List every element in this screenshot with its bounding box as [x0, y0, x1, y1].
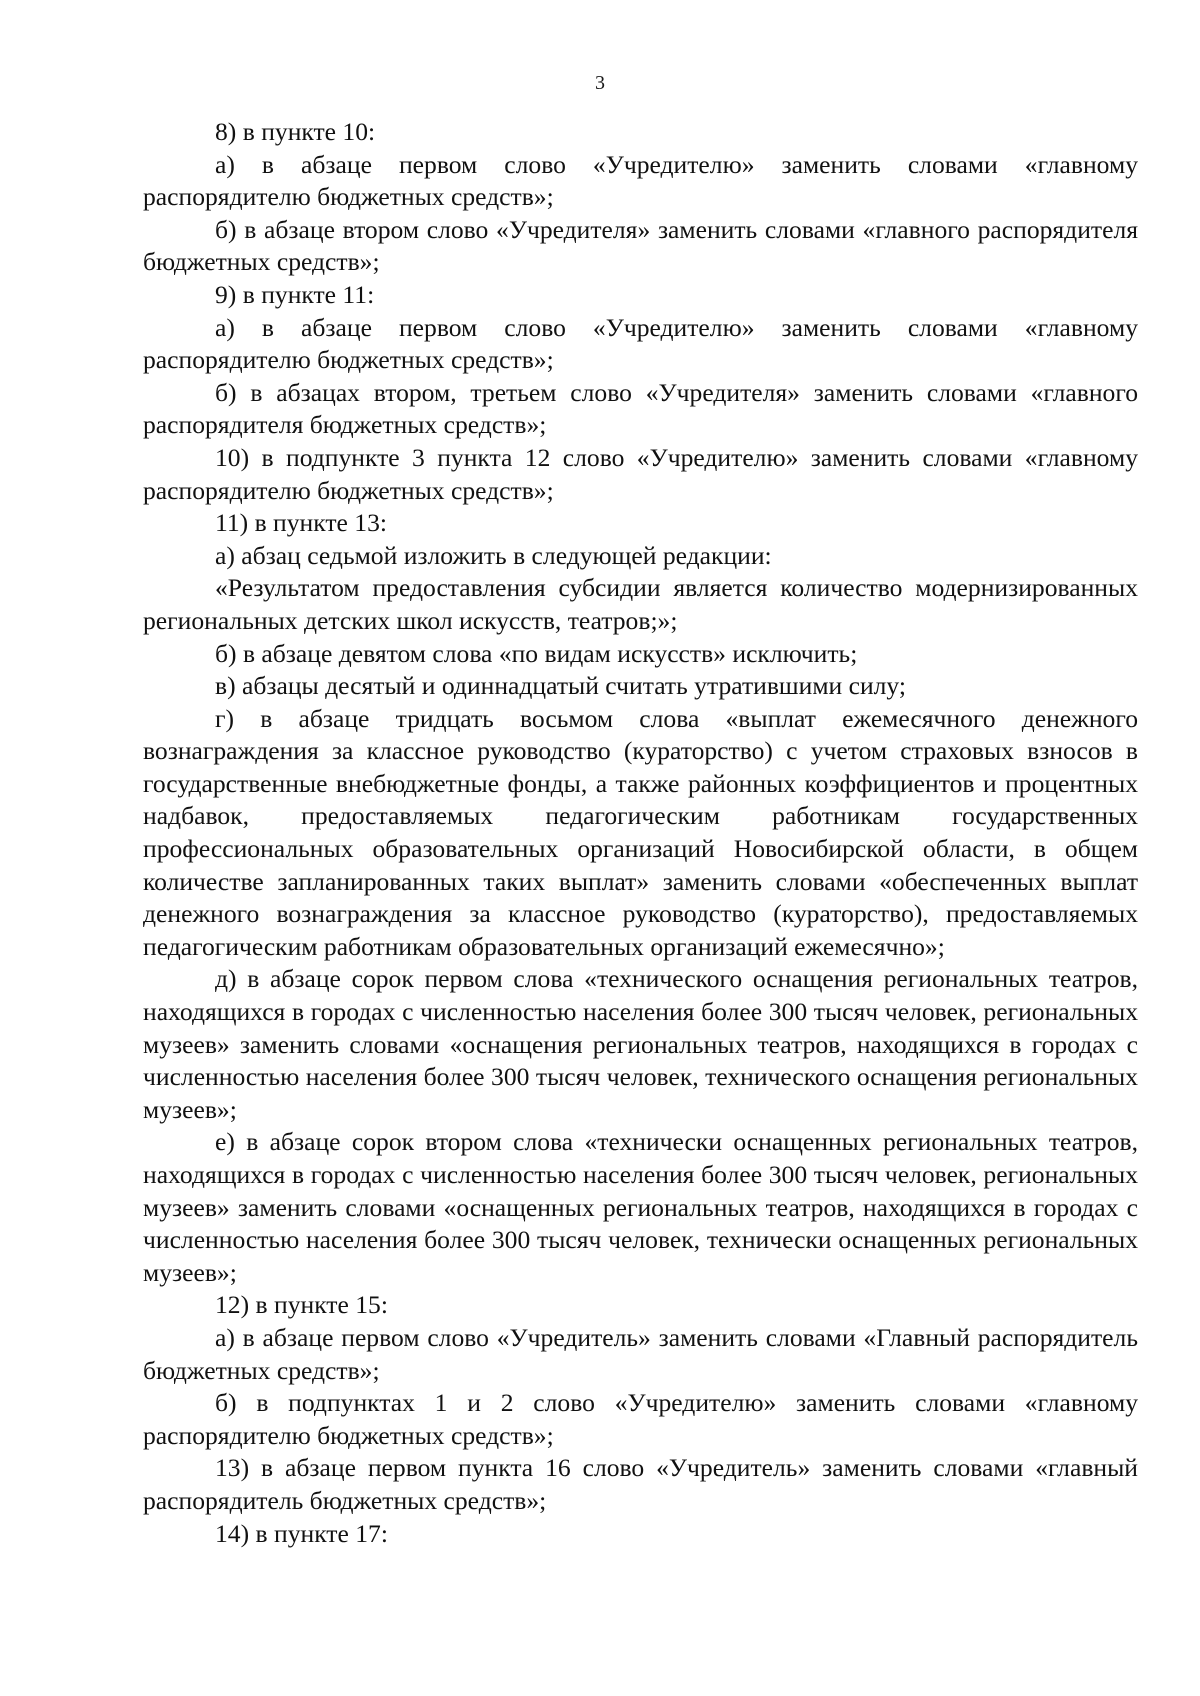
paragraph-subitem-11a: а) абзац седьмой изложить в следующей редакции: [215, 540, 772, 570]
paragraph-quote-result: «Результатом предоставления субсидии является количество модернизированных региональных детских школ искусств, театров;»; [143, 573, 1138, 635]
paragraph-subitem-11f: е) в абзаце сорок втором слова «технически оснащенных региональных театров, находящихся в городах с численностью населения более 300 тысяч человек, региональных музеев» заменить словами «оснащенных региональных театров, находящихся в городах с численностью населения более 300 тысяч человек, технически оснащенных региональных музеев»; [143, 1127, 1138, 1287]
paragraph-item-13: 13) в абзаце первом пункта 16 слово «Учредитель» заменить словами «главный распорядитель бюджетных средств»; [143, 1453, 1138, 1515]
paragraph-subitem-11e: д) в абзаце сорок первом слова «технического оснащения региональных театров, находящихся в городах с численностью населения более 300 тысяч человек, региональных музеев» заменить словами «оснащения региональных театров, находящихся в городах с численностью населения более 300 тысяч человек, технического оснащения региональных музеев»; [143, 964, 1138, 1124]
paragraph-item-10: 10) в подпункте 3 пункта 12 слово «Учредителю» заменить словами «главному распорядителю бюджетных средств»; [143, 442, 1138, 505]
paragraph-item-12: 12) в пункте 15: [215, 1290, 388, 1320]
paragraph-subitem-12b: б) в подпунктах 1 и 2 слово «Учредителю» заменить словами «главному распорядителю бюджетных средств»; [143, 1388, 1138, 1450]
paragraph-subitem-11d: г) в абзаце тридцать восьмом слова «выплат ежемесячного денежного вознаграждения за классное руководство (кураторство) с учетом страховых взносов в государственные внебюджетные фонды, а также районных коэффициентов и процентных надбавок, предоставляемых педагогическим работникам государственных профессиональных образовательных организаций Новосибирской области, в общем количестве запланированных таких выплат» заменить словами «обеспеченных выплат денежного вознаграждения за классное руководство (кураторство), предоставляемых педагогическим работникам образовательных организаций ежемесячно»; [143, 703, 1138, 961]
page-number: 3 [595, 72, 605, 94]
paragraph-item-8: 8) в пункте 10: [215, 117, 376, 146]
paragraph-subitem-12a: а) в абзаце первом слово «Учредитель» заменить словами «Главный распорядитель бюджетных средств»; [143, 1322, 1138, 1385]
paragraph-subitem-9b: б) в абзацах втором, третьем слово «Учредителя» заменить словами «главного распорядителя бюджетных средств»; [143, 377, 1138, 440]
paragraph-item-14: 14) в пункте 17: [215, 1518, 388, 1548]
paragraph-subitem-11c: в) абзацы десятый и одиннадцатый считать утратившими силу; [215, 671, 907, 701]
paragraph-subitem-9a: а) в абзаце первом слово «Учредителю» заменить словами «главному распорядителю бюджетных средств»; [143, 312, 1138, 375]
paragraph-item-9: 9) в пункте 11: [215, 279, 375, 309]
paragraph-subitem-8b: б) в абзаце втором слово «Учредителя» заменить словами «главного распорядителя бюджетных средств»; [143, 214, 1138, 277]
document-body [143, 116, 1138, 1550]
paragraph-subitem-11b: б) в абзаце девятом слова «по видам искусств» исключить; [215, 638, 858, 668]
paragraph-item-11: 11) в пункте 13: [215, 508, 387, 538]
paragraph-subitem-8a: а) в абзаце первом слово «Учредителю» заменить словами «главному распорядителю бюджетных средств»; [143, 149, 1138, 212]
